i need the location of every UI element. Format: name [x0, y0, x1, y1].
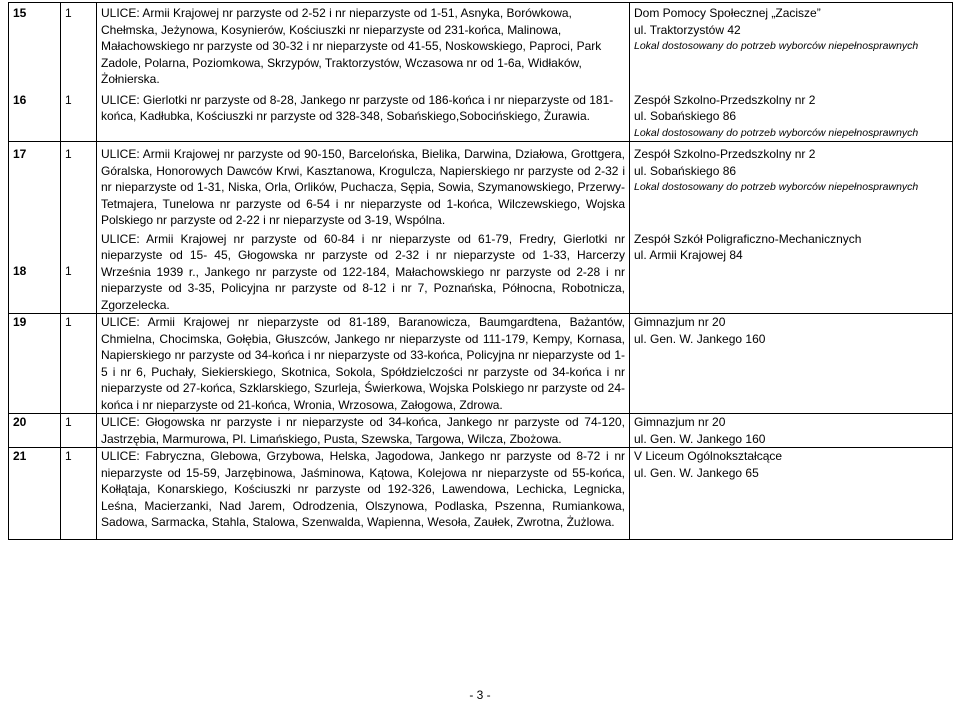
page-number: - 3 -: [469, 688, 491, 702]
station-name: Zespół Szkolno-Przedszkolny nr 2: [634, 147, 816, 161]
station-address: ul. Traktorzystów 42: [634, 22, 741, 37]
streets-text: ULICE: Gierlotki nr parzyste od 8-28, Jankego nr parzyste od 186-końca i nr nieparzyste od 181-końca, Kadłubka, Kościuszki nr parzyste od 328-348, Sobańskiego,Sobocińskiego, Żurawia.: [101, 92, 614, 123]
streets-text: ULICE: Armii Krajowej nr parzyste od 60-84 i nr nieparzyste od 61-79, Fredry, Gierlotki nr nieparzyste od 15- 45, Głogowska nr parzyste od 2-32 i nr nieparzyste od 1-33, Harcerzy Września 1939 r., Jankego nr parzyste od 122-184, Małachowskiego nr parzyste od 2-28 i nr nieparzyste od 3-35, Policyjna nr parzyste od 8-12 i nr 7, Poznańska, Północna, Robotnicza, Zgorzelecka.: [101, 231, 625, 312]
station-name: Gimnazjum nr 20: [634, 415, 726, 429]
table-row: [9, 314, 953, 414]
streets-text: ULICE: Armii Krajowej nr parzyste od 90-150, Barcelońska, Bielika, Darwina, Działowa, Grottgera, Góralska, Honorowych Dawców Krwi, Kasztanowa, Krogulcza, Napierskiego nr parzyste od 2-32 i nr nieparzyste od 1-31, Niska, Orla, Orlików, Puchacza, Sępia, Sowia, Szymanowskiego, Przerwy-Tetmajera, Tunelowa nr parzyste od 6-54 i nr nieparzyste od 1-końca, Wilczewskiego, Wojska Polskiego nr parzyste od 2-22 i nr nieparzyste od 3-19, Wspólna.: [101, 147, 625, 227]
station-cell: [630, 3, 953, 88]
district-count: 1: [61, 414, 97, 448]
district-number: 15: [9, 3, 61, 88]
accessibility-note: Lokal dostosowany do potrzeb wyborców niepełnosprawnych: [634, 126, 919, 139]
station-address: ul. Gen. W. Jankego 160: [634, 431, 766, 446]
district-number: 19: [9, 314, 61, 414]
district-number: 17: [9, 142, 61, 229]
station-name: Dom Pomocy Społecznej „Zacisze”: [634, 6, 821, 20]
station-address: ul. Armii Krajowej 84: [634, 248, 743, 262]
accessibility-note: Lokal dostosowany do potrzeb wyborców niepełnosprawnych: [634, 40, 919, 52]
station-cell: [630, 88, 953, 142]
streets-cell: [97, 3, 630, 88]
districts-table: [8, 2, 953, 540]
district-count: 1: [61, 142, 97, 229]
district-number: 21: [9, 448, 61, 540]
district-number: 20: [9, 414, 61, 448]
district-count: 1: [61, 314, 97, 414]
streets-cell: [97, 414, 630, 448]
station-cell: [630, 142, 953, 229]
district-number: 16: [9, 88, 61, 142]
station-cell: [630, 414, 953, 448]
streets-text: ULICE: Głogowska nr parzyste i nr nieparzyste od 34-końca, Jankego nr parzyste od 74-120, Jastrzębia, Marmurowa, Pl. Limańskiego, Pusta, Szewska, Targowa, Wilcza, Zbożowa.: [101, 415, 625, 446]
accessibility-note: Lokal dostosowany do potrzeb wyborców niepełnosprawnych: [634, 181, 919, 193]
streets-cell: [97, 448, 630, 540]
district-count: 1: [61, 88, 97, 142]
streets-cell: [97, 88, 630, 142]
table-row: [9, 414, 953, 448]
station-address: ul. Gen. W. Jankego 65: [634, 465, 759, 480]
station-address: ul. Gen. W. Jankego 160: [634, 331, 766, 346]
streets-text: ULICE: Armii Krajowej nr parzyste od 2-52 i nr nieparzyste od 1-51, Asnyka, Borówkowa, Chełmska, Jeżynowa, Kosynierów, Kościuszki nr nieparzyste od 231-końca, Malinowa, Małachowskiego nr parzyste od 30-32 i nr nieparzyste od 41-55, Noskowskiego, Paproci, Park Zadole, Polarna, Poziomkowa, Skrzypów, Traktorzystów, Wczasowa nr od 1-6a, Widłaków, Żołnierska.: [101, 6, 602, 86]
station-cell: [630, 229, 953, 314]
station-cell: [630, 448, 953, 540]
table-row: [9, 142, 953, 229]
station-address: ul. Sobańskiego 86: [634, 163, 737, 178]
district-count: 1: [61, 3, 97, 88]
streets-cell: [97, 142, 630, 229]
district-count: 1: [61, 229, 97, 314]
station-name: Zespół Szkół Poligraficzno-Mechanicznych: [634, 231, 862, 246]
station-address: ul. Sobańskiego 86: [634, 109, 737, 123]
table-row: [9, 448, 953, 540]
streets-text: ULICE: Armii Krajowej nr nieparzyste od 81-189, Baranowicza, Baumgardtena, Bażantów, Chmielna, Chocimska, Gołębia, Głuszców, Jankego nr nieparzyste od 111-179, Kempy, Kornasa, Napierskiego nr parzyste od 34-końca i nr nieparzyste od 33-końca, Policyjna nr nieparzyste od 1-5 i nr 6, Puchały, Siekierskiego, Skotnica, Sokola, Spółdzielczości nr parzyste od 34-końca i nr nieparzyste od 27-końca, Szklarskiego, Szurleja, Świerkowa, Wojska Polskiego nr parzyste od 24-końca i nr nieparzyste od 21-końca, Wronia, Wrzosowa, Załogowa, Zdrowa.: [101, 315, 625, 412]
district-number: 18: [9, 229, 61, 314]
district-count: 1: [61, 448, 97, 540]
table-row: [9, 229, 953, 314]
streets-text: ULICE: Fabryczna, Glebowa, Grzybowa, Helska, Jagodowa, Jankego nr parzyste od 8-72 i nr nieparzyste od 15-59, Jarzębinowa, Jaśminowa, Kątowa, Kolejowa nr nieparzyste od 55-końca, Kołłątaja, Konarskiego, Kościuszki nr parzyste od 192-326, Lawendowa, Lechicka, Legnicka, Leśna, Macierzanki, Nad Jarem, Odrodzenia, Olszynowa, Podlaska, Pszenna, Rumiankowa, Sadowa, Sarmacka, Stahla, Stalowa, Szenwalda, Wapienna, Wesoła, Zaułek, Zwrotna, Żużlowa.: [101, 449, 625, 529]
station-cell: [630, 314, 953, 414]
station-name: Zespół Szkolno-Przedszkolny nr 2: [634, 92, 816, 107]
table-row: [9, 3, 953, 88]
streets-cell: [97, 229, 630, 314]
table-row: [9, 88, 953, 142]
station-name: V Liceum Ogólnokształcące: [634, 449, 783, 463]
station-name: Gimnazjum nr 20: [634, 315, 726, 329]
streets-cell: [97, 314, 630, 414]
